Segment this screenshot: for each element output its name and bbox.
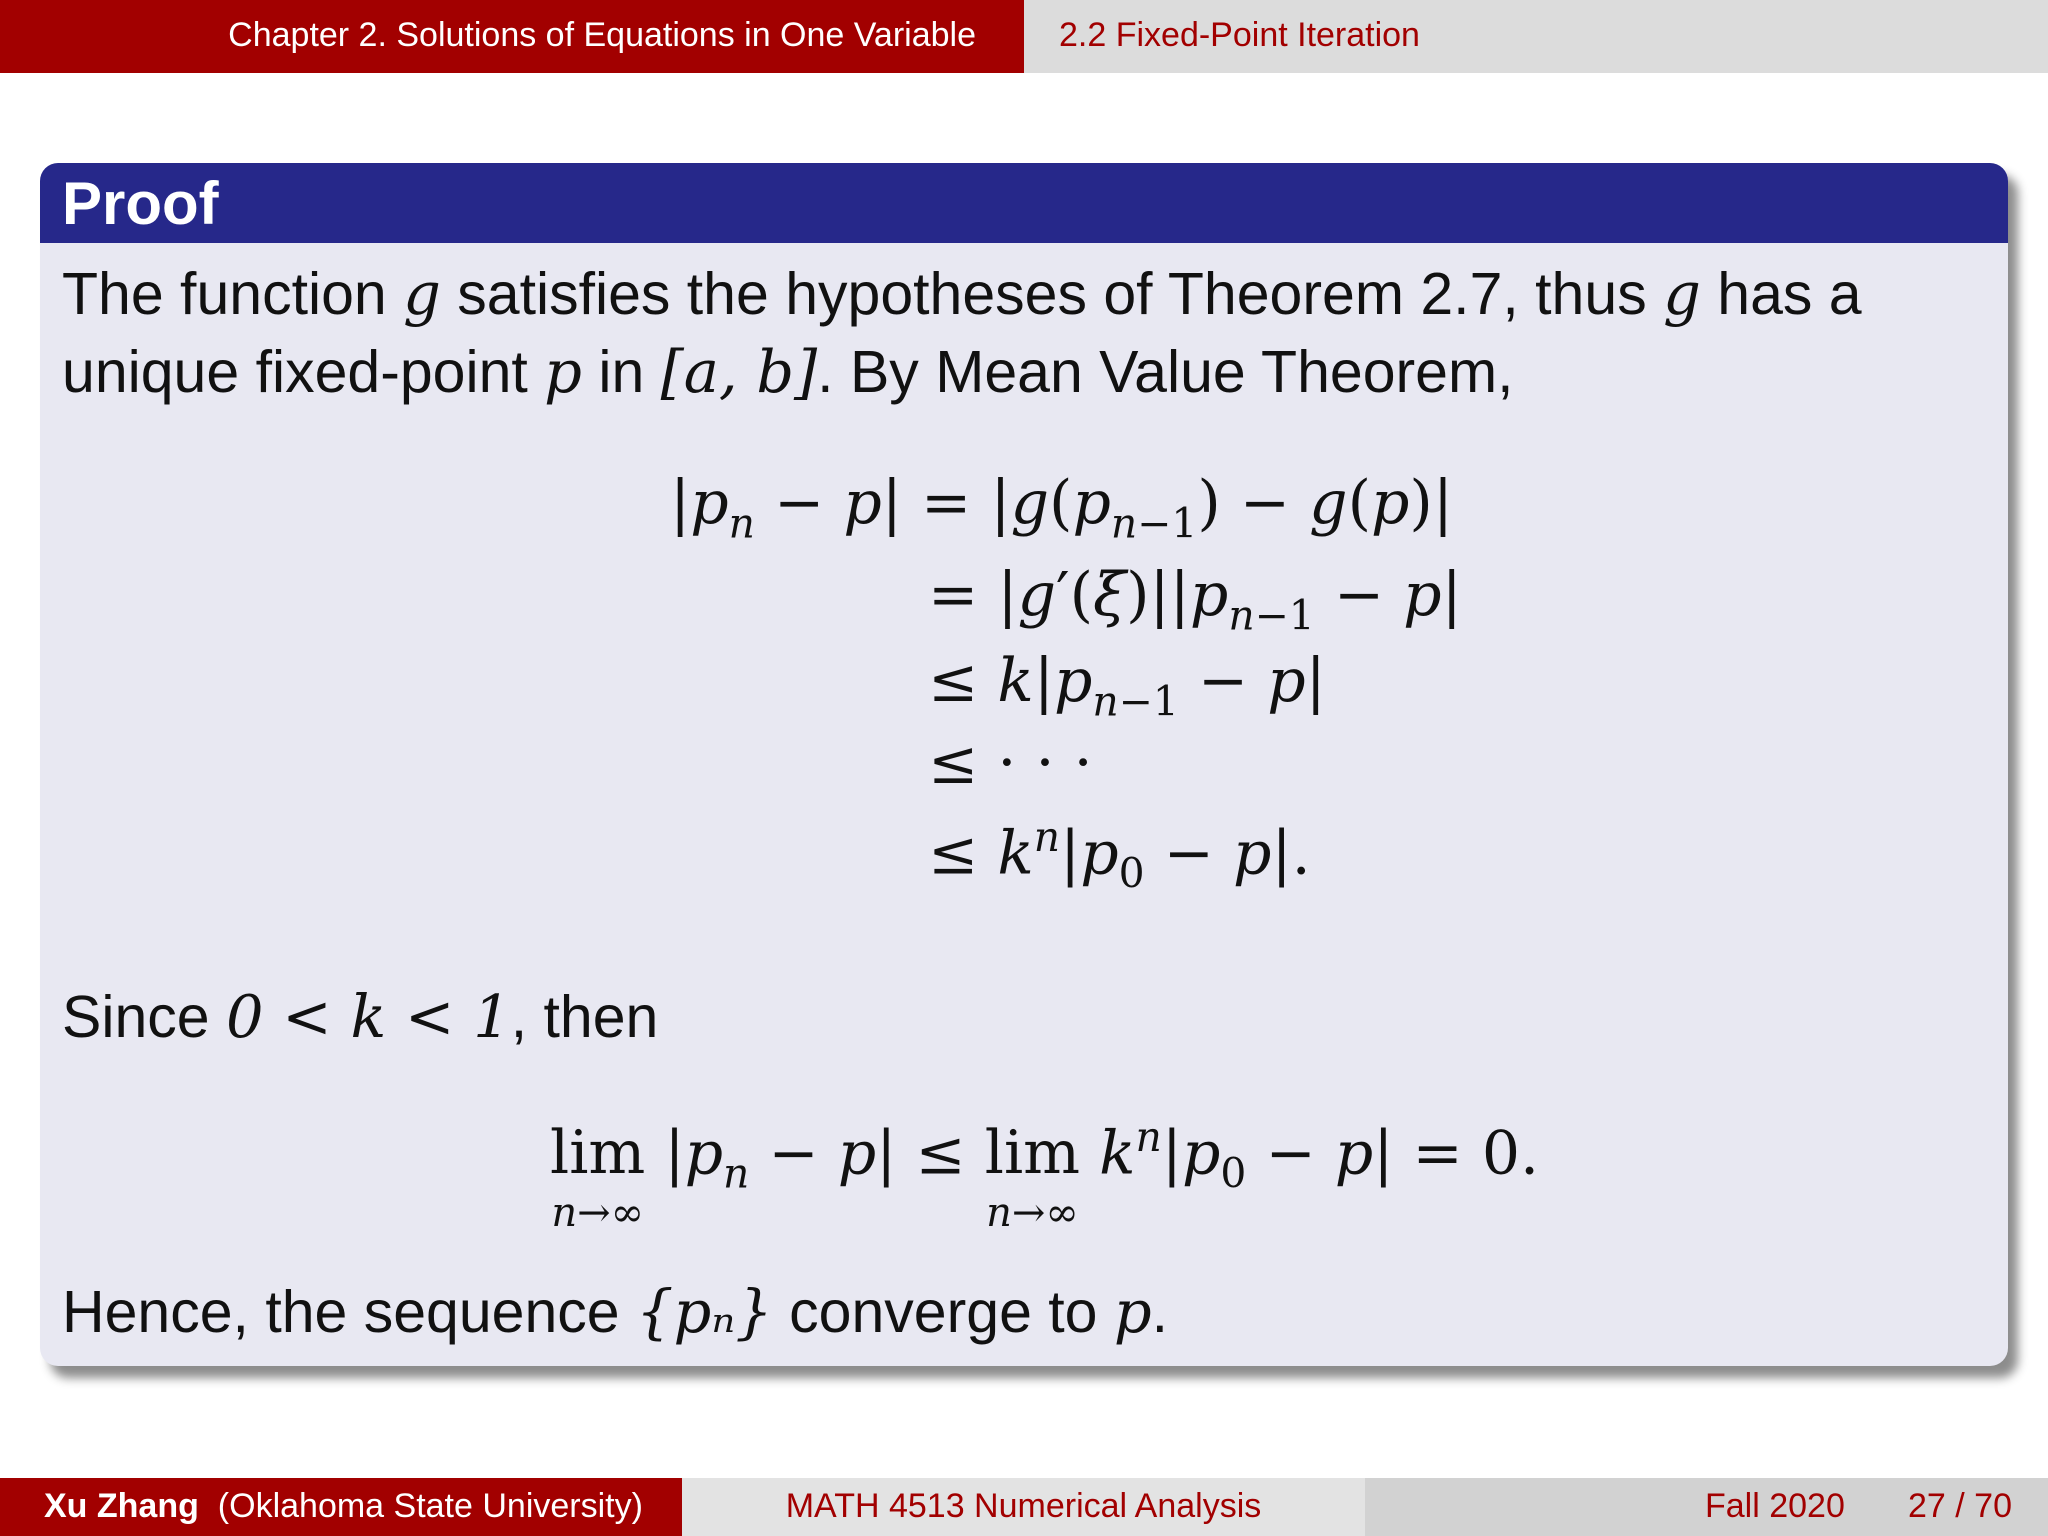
slide-footer [0, 1478, 2048, 1536]
eq-line-5: ≤ $k^n|p_0 - p|$. [928, 813, 1311, 898]
intro-line-2: unique fixed-point p in [a, b]. By Mean Value Theorem, [62, 337, 1514, 406]
intro-line-1: The function g satisfies the hypotheses of Theorem 2.7, thus g has a [62, 259, 1862, 328]
eq-line-2: = $|g'(\xi)||p_{n-1} - p|$ [928, 560, 1462, 640]
footer-meta [1365, 1478, 2048, 1536]
proof-title: Proof [40, 163, 2008, 243]
eq-line-1: $|p_n - p| = |g(p_{n-1}) - g(p)|$ [670, 468, 1454, 548]
author-affiliation: (Oklahoma State University) [217, 1487, 643, 1525]
page-number: 27 / 70 [1908, 1487, 2012, 1525]
hence-line: Hence, the sequence {pₙ} converge to p. [62, 1277, 1169, 1346]
section-title: 2.2 Fixed-Point Iteration [1024, 0, 2048, 73]
eq-line-4: ≤ · · · [928, 728, 1093, 798]
footer-author [0, 1478, 682, 1536]
lim-operator-left: lim n→∞ [550, 1118, 646, 1237]
author-name: Xu Zhang [44, 1487, 199, 1525]
lim-operator-right: lim n→∞ [984, 1118, 1081, 1237]
proof-block [40, 163, 2008, 1366]
footer-term: Fall 2020 [1705, 1487, 1845, 1525]
footer-course: MATH 4513 Numerical Analysis [682, 1478, 1365, 1536]
slide-header [0, 0, 2048, 73]
limit-equation: lim n→∞ $|p_n - p| \le \lim$ n→∞ $k^n|p_0 - p| = 0$. [550, 1113, 1540, 1237]
since-line: Since 0 < k < 1, then [62, 982, 659, 1051]
eq-line-3: ≤ $k|p_{n-1} - p|$ [928, 646, 1326, 726]
chapter-title: Chapter 2. Solutions of Equations in One Variable [0, 0, 1024, 73]
